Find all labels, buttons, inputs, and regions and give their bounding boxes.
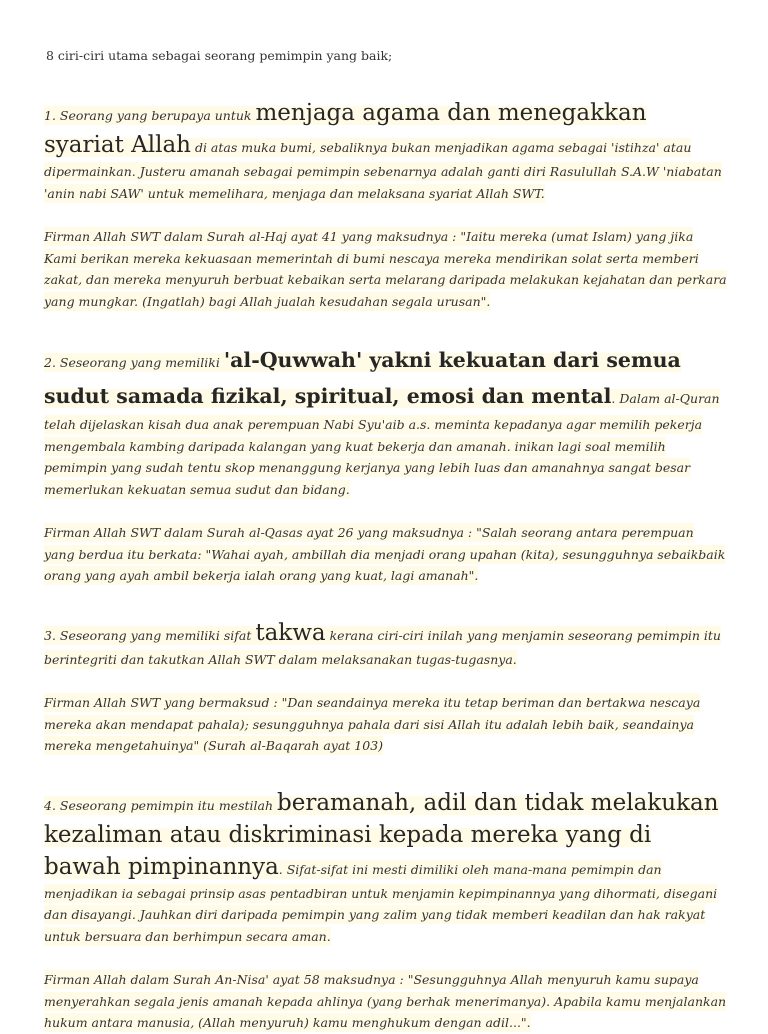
point-3-lead: 3. Seseorang yang memiliki sifat	[44, 627, 256, 643]
point-4-emphasis: beramanah, adil dan tidak melakukan kezaliman atau diskriminasi kepada mereka yang di bawah pimpinannya	[44, 789, 719, 880]
point-3-quote: Firman Allah SWT yang bermaksud : "Dan seandainya mereka itu tetap beriman dan bertakwa nescaya mereka akan mendapat pahala); sesungguhnya pahala dari sisi Allah itu adalah lebih baik, seandainya mereka mengetahuinya" (Surah al-Baqarah ayat 103)	[44, 695, 701, 753]
point-3	[44, 617, 728, 671]
point-1	[44, 97, 728, 204]
point-4-body: . Sifat-sifat ini mesti dimiliki oleh mana-mana pemimpin dan menjadikan ia sebagai prinsip asas pentadbiran untuk menjamin kepimpinannya yang dihormati, disegani dan disayangi. Jauhkan diri daripada pemimpin yang zalim yang tidak memberi keadilan dan hak rakyat untuk bersuara dan berhimpun secara aman.	[44, 861, 718, 944]
point-1-body: di atas muka bumi, sebaliknya bukan menjadikan agama sebagai 'istihza' atau dipermainkan. Justeru amanah sebagai pemimpin sebenarnya adalah ganti diri Rasulullah S.A.W 'niabatan 'anin nabi SAW' untuk memelihara, menjaga dan melaksana syariat Allah SWT.	[44, 140, 722, 201]
point-2-body: . Dalam al-Quran telah dijelaskan kisah dua anak perempuan Nabi Syu'aib a.s. meminta kepadanya agar memilih pekerja mengembala kambing daripada kalangan yang kuat bekerja dan amanah. inikan lagi soal memilih pemimpin yang sudah tentu skop menanggung kerjanya yang lebih luas dan amanahnya sangat besar memerlukan kekuatan semua sudut dan bidang.	[44, 391, 720, 497]
point-4-quote: Firman Allah dalam Surah An-Nisa' ayat 58 maksudnya : "Sesungguhnya Allah menyuruh kamu supaya menyerahkan segala jenis amanah kepada ahlinya (yang berhak menerimanya). Apabila kamu menjalankan hukum antara manusia, (Allah menyuruh) kamu menghukum dengan adil...".	[44, 972, 727, 1030]
point-2	[44, 342, 728, 500]
point-2-lead: 2. Seseorang yang memiliki	[44, 355, 224, 370]
point-2-emphasis: 'al-Quwwah' yakni kekuatan dari semua sudut samada fizikal, spiritual, emosi dan mental	[44, 348, 681, 408]
point-1-emphasis: menjaga agama dan menegakkan syariat Allah	[44, 100, 647, 158]
point-3-body: kerana ciri-ciri inilah yang menjamin seseorang pemimpin itu berintegriti dan takutkan Allah SWT dalam melaksanakan tugas-tugasnya.	[44, 627, 721, 667]
point-4	[44, 787, 728, 948]
point-1-lead: 1. Seorang yang berupaya untuk	[44, 108, 256, 123]
point-2-quote: Firman Allah SWT dalam Surah al-Qasas ayat 26 yang maksudnya : "Salah seorang antara perempuan yang berdua itu berkata: "Wahai ayah, ambillah dia menjadi orang upahan (kita), sesungguhnya sebaikbaik orang yang ayah ambil bekerja ialah orang yang kuat, lagi amanah".	[44, 525, 726, 583]
intro-line: 8 ciri-ciri utama sebagai seorang pemimpin yang baik;	[46, 48, 393, 63]
point-4-lead: 4. Seseorang pemimpin itu mestilah	[44, 797, 277, 813]
point-3-emphasis: takwa	[255, 619, 326, 646]
point-1-quote: Firman Allah SWT dalam Surah al-Haj ayat 41 yang maksudnya : "Iaitu mereka (umat Islam) yang jika Kami berikan mereka kekuasaan memerintah di bumi nescaya mereka mendirikan solat serta memberi zakat, dan mereka menyuruh berbuat kebaikan serta melarang daripada melakukan kejahatan dan perkara yang mungkar. (Ingatlah) bagi Allah jualah kesudahan segala urusan".	[44, 229, 727, 309]
